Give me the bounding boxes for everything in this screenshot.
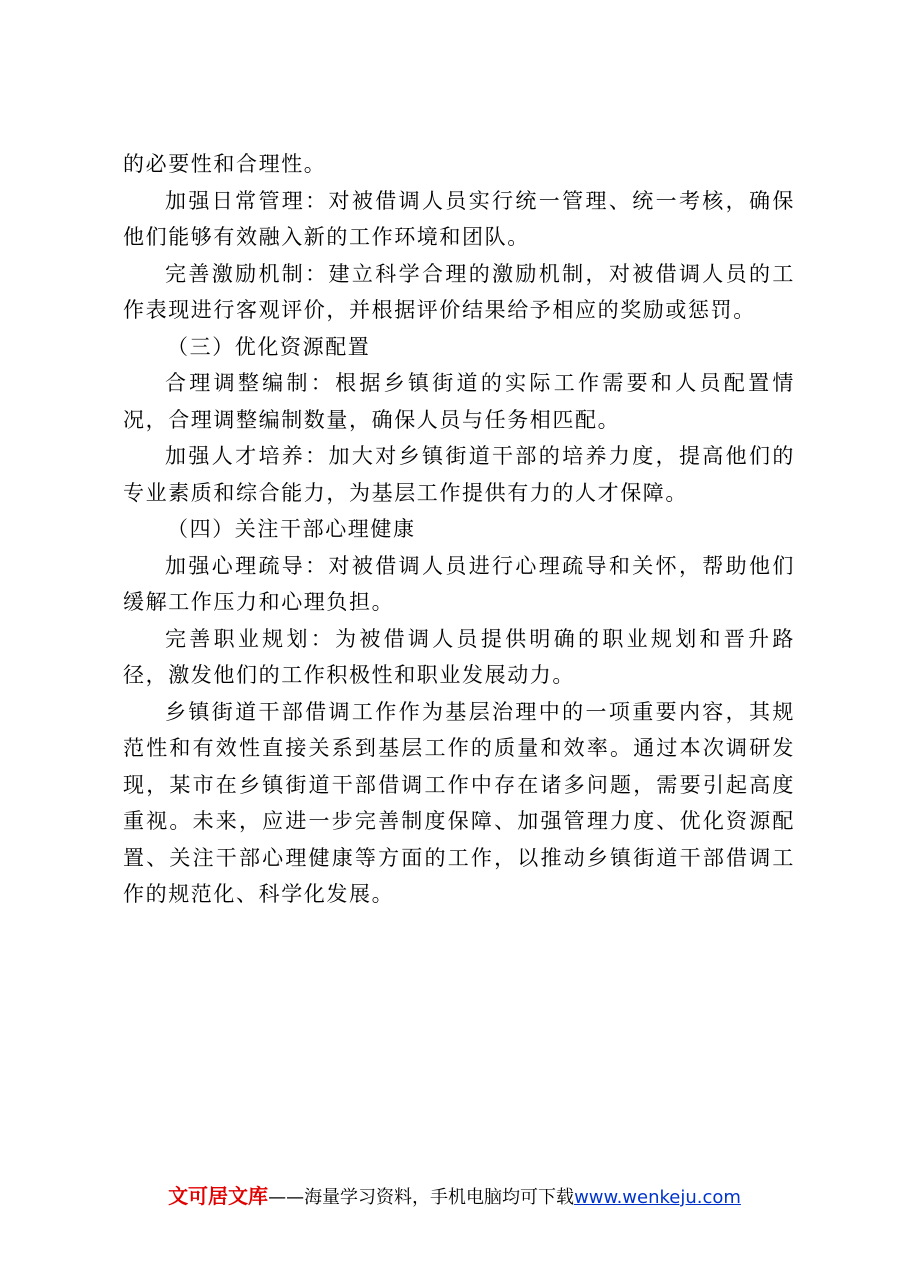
footer-brand: 文可居文库: [168, 1184, 269, 1208]
paragraph-talent-training: 加强人才培养：加大对乡镇街道干部的培养力度，提高他们的专业素质和综合能力，为基层工作提供有力的人才保障。: [123, 444, 795, 505]
paragraph-psychological-counseling: 加强心理疏导：对被借调人员进行心理疏导和关怀，帮助他们缓解工作压力和心理负担。: [123, 553, 795, 614]
section-heading-4: （四）关注干部心理健康: [167, 517, 416, 541]
page-footer: [0, 1183, 909, 1211]
footer-url-link[interactable]: www.wenkeju.com: [574, 1187, 741, 1208]
section-heading-3: （三）优化资源配置: [167, 334, 371, 359]
paragraph-career-planning: 完善职业规划：为被借调人员提供明确的职业规划和晋升路径，激发他们的工作积极性和职业发展动力。: [123, 626, 795, 687]
document-body: [123, 146, 795, 913]
paragraph-conclusion: 乡镇街道干部借调工作作为基层治理中的一项重要内容，其规范性和有效性直接关系到基层工作的质量和效率。通过本次调研发现，某市在乡镇街道干部借调工作中存在诸多问题，需要引起高度重视。未来，应进一步完善制度保障、加强管理力度、优化资源配置、关注干部心理健康等方面的工作，以推动乡镇街道干部借调工作的规范化、科学化发展。: [123, 699, 795, 906]
paragraph-continuation: 的必要性和合理性。: [123, 152, 327, 176]
paragraph-incentive-mechanism: 完善激励机制：建立科学合理的激励机制，对被借调人员的工作表现进行客观评价，并根据评价结果给予相应的奖励或惩罚。: [123, 261, 795, 322]
footer-tagline: ——海量学习资料，手机电脑均可下载: [268, 1187, 575, 1208]
paragraph-staffing-adjustment: 合理调整编制：根据乡镇街道的实际工作需要和人员配置情况，合理调整编制数量，确保人员与任务相匹配。: [123, 371, 795, 432]
paragraph-daily-management: 加强日常管理：对被借调人员实行统一管理、统一考核，确保他们能够有效融入新的工作环境和团队。: [123, 188, 795, 249]
